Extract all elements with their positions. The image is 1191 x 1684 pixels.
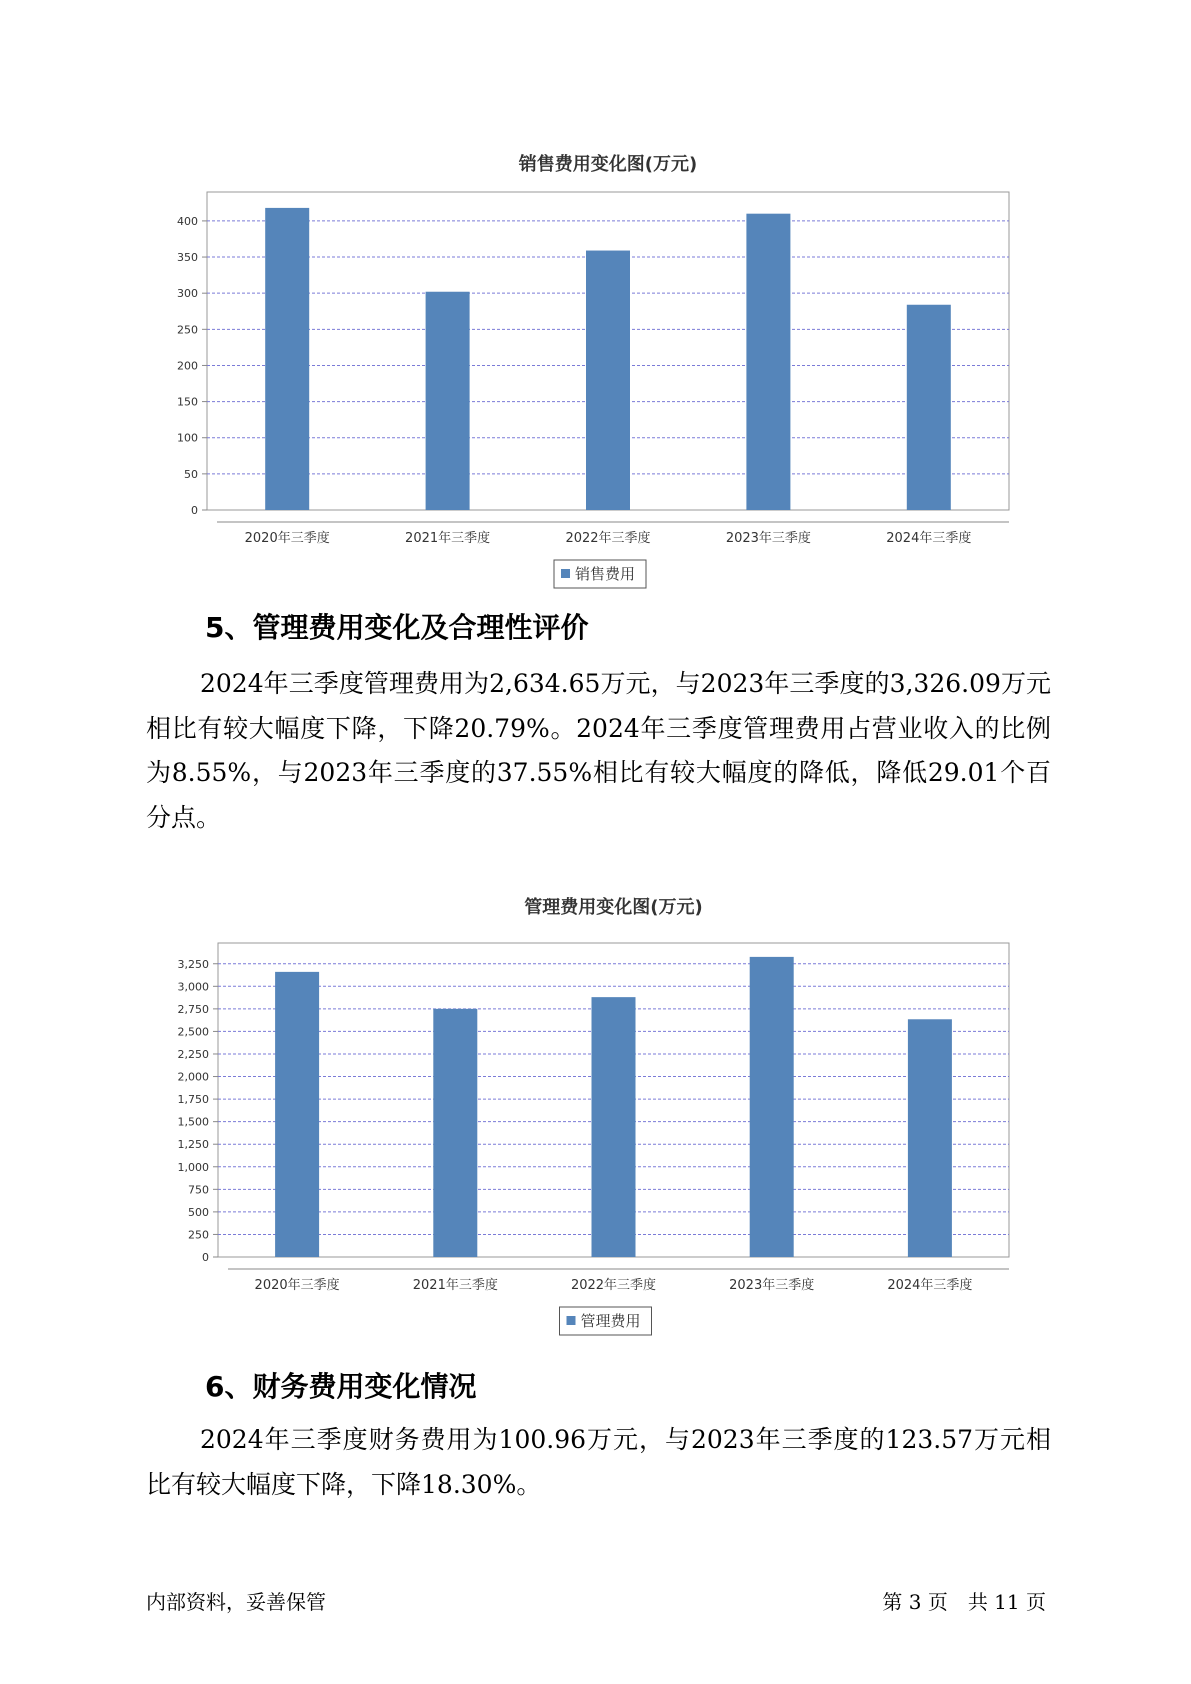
y-tick-label: 0 — [202, 1251, 209, 1264]
y-tick-label: 1,000 — [177, 1160, 209, 1174]
section5-heading: 5、管理费用变化及合理性评价 — [205, 611, 589, 644]
y-tick-label: 1,250 — [177, 1138, 209, 1152]
legend-label: 管理费用 — [580, 1312, 641, 1330]
x-tick-label: 2023年三季度 — [729, 1278, 815, 1293]
bar — [592, 997, 636, 1257]
y-tick-label: 3,250 — [177, 957, 209, 971]
legend-label: 销售费用 — [575, 565, 636, 583]
bar — [586, 251, 630, 510]
y-tick-label: 150 — [177, 395, 198, 409]
y-tick-label: 2,500 — [177, 1025, 209, 1039]
y-tick-label: 1,500 — [177, 1115, 209, 1129]
x-tick-label: 2021年三季度 — [405, 531, 491, 546]
bar — [746, 214, 790, 510]
x-tick-label: 2020年三季度 — [244, 531, 330, 546]
y-tick-label: 500 — [188, 1205, 209, 1219]
x-tick-label: 2022年三季度 — [565, 531, 651, 546]
x-tick-label: 2024年三季度 — [886, 531, 972, 546]
bar — [426, 292, 470, 510]
admin-expense-chart — [0, 883, 1191, 1343]
sales-expense-chart-svg — [0, 140, 1191, 600]
y-tick-label: 250 — [188, 1228, 209, 1242]
bar — [907, 305, 951, 510]
x-tick-label: 2024年三季度 — [887, 1278, 973, 1293]
footer-left: 内部资料，妥善保管 — [146, 1590, 326, 1614]
section6-paragraph: 2024年三季度财务费用为100.96万元，与2023年三季度的123.57万元相比有较大幅度下降，下降18.30%。 — [146, 1425, 1051, 1499]
y-tick-label: 3,000 — [177, 980, 209, 994]
y-tick-label: 2,750 — [177, 1002, 209, 1016]
section5-paragraph: 2024年三季度管理费用为2,634.65万元，与2023年三季度的3,326.09万元相比有较大幅度下降，下降20.79%。2024年三季度管理费用占营业收入的比例为8.55%，与2023年三季度的37.55%相比有较大幅度的降低，降低29.01个百分点。 — [146, 669, 1051, 832]
bar — [750, 957, 794, 1257]
y-tick-label: 750 — [188, 1183, 209, 1197]
y-tick-label: 100 — [177, 431, 198, 445]
y-tick-label: 300 — [177, 287, 198, 301]
y-tick-label: 1,750 — [177, 1093, 209, 1107]
sales-expense-chart — [0, 140, 1191, 600]
x-tick-label: 2022年三季度 — [570, 1278, 657, 1293]
x-tick-label: 2020年三季度 — [254, 1278, 340, 1293]
y-tick-label: 200 — [177, 359, 198, 373]
admin-expense-chart-svg — [0, 883, 1191, 1343]
chart-title: 销售费用变化图(万元) — [518, 154, 698, 175]
legend-swatch — [561, 569, 570, 578]
bar — [275, 972, 319, 1257]
y-tick-label: 250 — [177, 323, 198, 337]
y-tick-label: 50 — [184, 467, 198, 481]
x-tick-label: 2021年三季度 — [412, 1278, 498, 1293]
section6-heading: 6、财务费用变化情况 — [205, 1370, 477, 1403]
y-tick-label: 2,000 — [177, 1070, 209, 1084]
chart-title: 管理费用变化图(万元) — [524, 897, 703, 918]
bar — [433, 1009, 477, 1257]
y-tick-label: 2,250 — [177, 1047, 209, 1061]
y-tick-label: 350 — [177, 251, 198, 265]
x-tick-label: 2023年三季度 — [725, 531, 811, 546]
y-tick-label: 0 — [191, 504, 198, 517]
bar — [265, 208, 309, 510]
y-tick-label: 400 — [177, 214, 198, 228]
bar — [908, 1019, 952, 1257]
footer-page-number: 第 3 页 共 11 页 — [882, 1590, 1046, 1614]
legend-swatch — [567, 1316, 576, 1325]
